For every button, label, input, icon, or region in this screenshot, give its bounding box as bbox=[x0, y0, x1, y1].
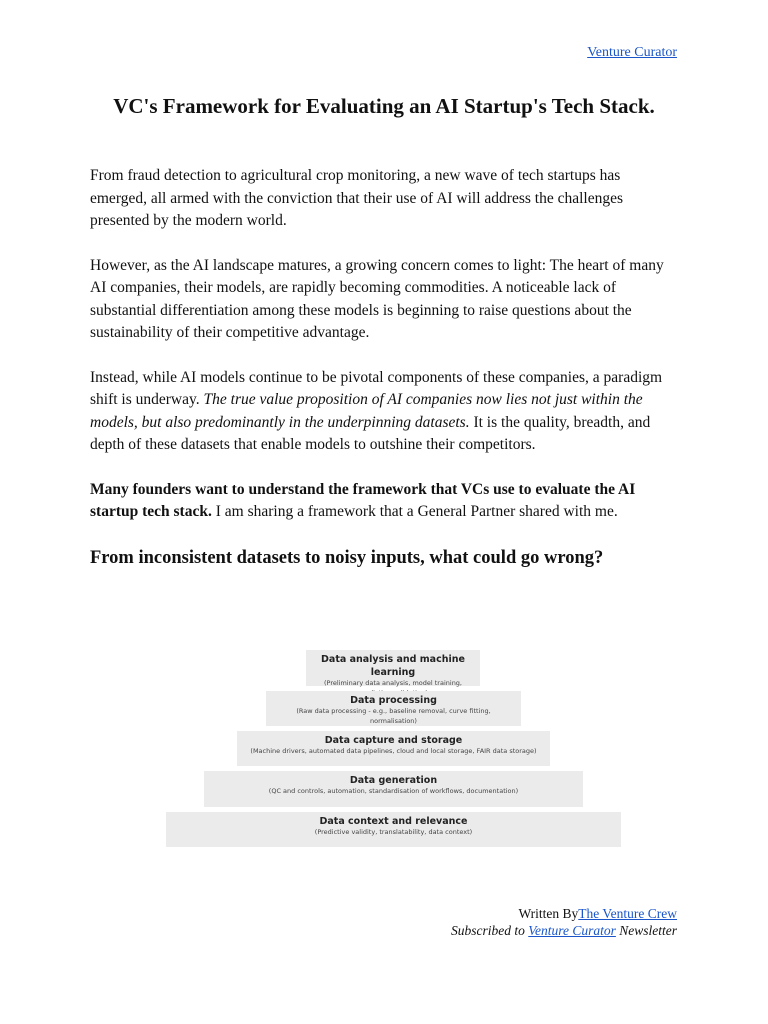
article-footer bbox=[451, 905, 677, 939]
tier-title: Data capture and storage bbox=[324, 735, 463, 746]
pyramid-tier-processing bbox=[266, 691, 521, 726]
paragraph-shift-start: Instead, while AI models continue to be pivotal components of these companies, a paradigm shift is underway. bbox=[90, 368, 663, 408]
subscribed-label: Subscribed to bbox=[451, 923, 529, 938]
author-link[interactable]: The Venture Crew bbox=[578, 906, 677, 921]
tier-title: Data processing bbox=[350, 695, 437, 706]
tier-description: (Predictive validity, translatability, data context) bbox=[314, 828, 473, 836]
tier-description: (Preliminary data analysis, model training, bbox=[323, 679, 463, 687]
paragraph-founders-bold: Many founders want to understand the framework that VCs use to evaluate the AI startup tech stack. bbox=[90, 480, 636, 520]
pyramid-tier-capture bbox=[237, 731, 550, 766]
paragraph-shift bbox=[90, 367, 680, 457]
page-title: VC's Framework for Evaluating an AI Startup's Tech Stack. bbox=[113, 94, 655, 118]
tier-description: (Machine drivers, automated data pipelines, cloud and local storage, FAIR data storage) bbox=[250, 747, 537, 755]
paragraph-intro: From fraud detection to agricultural crop monitoring, a new wave of tech startups has emerged, all armed with the conviction that their use of AI will address the challenges presented by the modern world. bbox=[90, 167, 624, 229]
paragraph-shift-end: It is the quality, breadth, and depth of these datasets that enable models to outshine their competitors. bbox=[90, 413, 651, 453]
paragraph-founders-rest: I am sharing a framework that a General Partner shared with me. bbox=[211, 503, 618, 520]
newsletter-link[interactable]: Venture Curator bbox=[528, 923, 616, 938]
pyramid-tier-analysis bbox=[306, 650, 480, 686]
tier-description: (QC and controls, automation, standardisation of workflows, documentation) bbox=[268, 787, 519, 795]
section-subheading: From inconsistent datasets to noisy inputs, what could go wrong? bbox=[90, 547, 604, 568]
tier-title: Data generation bbox=[349, 775, 438, 786]
paragraph-concern: However, as the AI landscape matures, a growing concern comes to light: The heart of many AI companies, their models, are rapidly becoming commodities. A noticeable lack of substantial differentiation among these models is beginning to raise questions about the sustainability of their competitive advantage. bbox=[90, 256, 664, 341]
pyramid-tier-context bbox=[166, 812, 621, 847]
article-body bbox=[90, 165, 680, 570]
written-by-label: Written By bbox=[518, 906, 579, 921]
tier-title: Data context and relevance bbox=[319, 816, 468, 827]
pyramid-tier-generation bbox=[204, 771, 583, 807]
subscription-line bbox=[451, 922, 677, 939]
tier-description: (Raw data processing - e.g., baseline removal, curve fitting, normalisation) bbox=[296, 707, 491, 725]
byline bbox=[451, 905, 677, 922]
paragraph-shift-italic: The true value proposition of AI companies now lies not just within the models, but also predominantly in the underpinning datasets. bbox=[90, 391, 643, 431]
newsletter-suffix: Newsletter bbox=[615, 923, 677, 938]
tier-title: Data analysis and machine learning bbox=[321, 654, 465, 678]
paragraph-founders bbox=[90, 479, 680, 524]
venture-curator-link[interactable]: Venture Curator bbox=[587, 45, 677, 60]
